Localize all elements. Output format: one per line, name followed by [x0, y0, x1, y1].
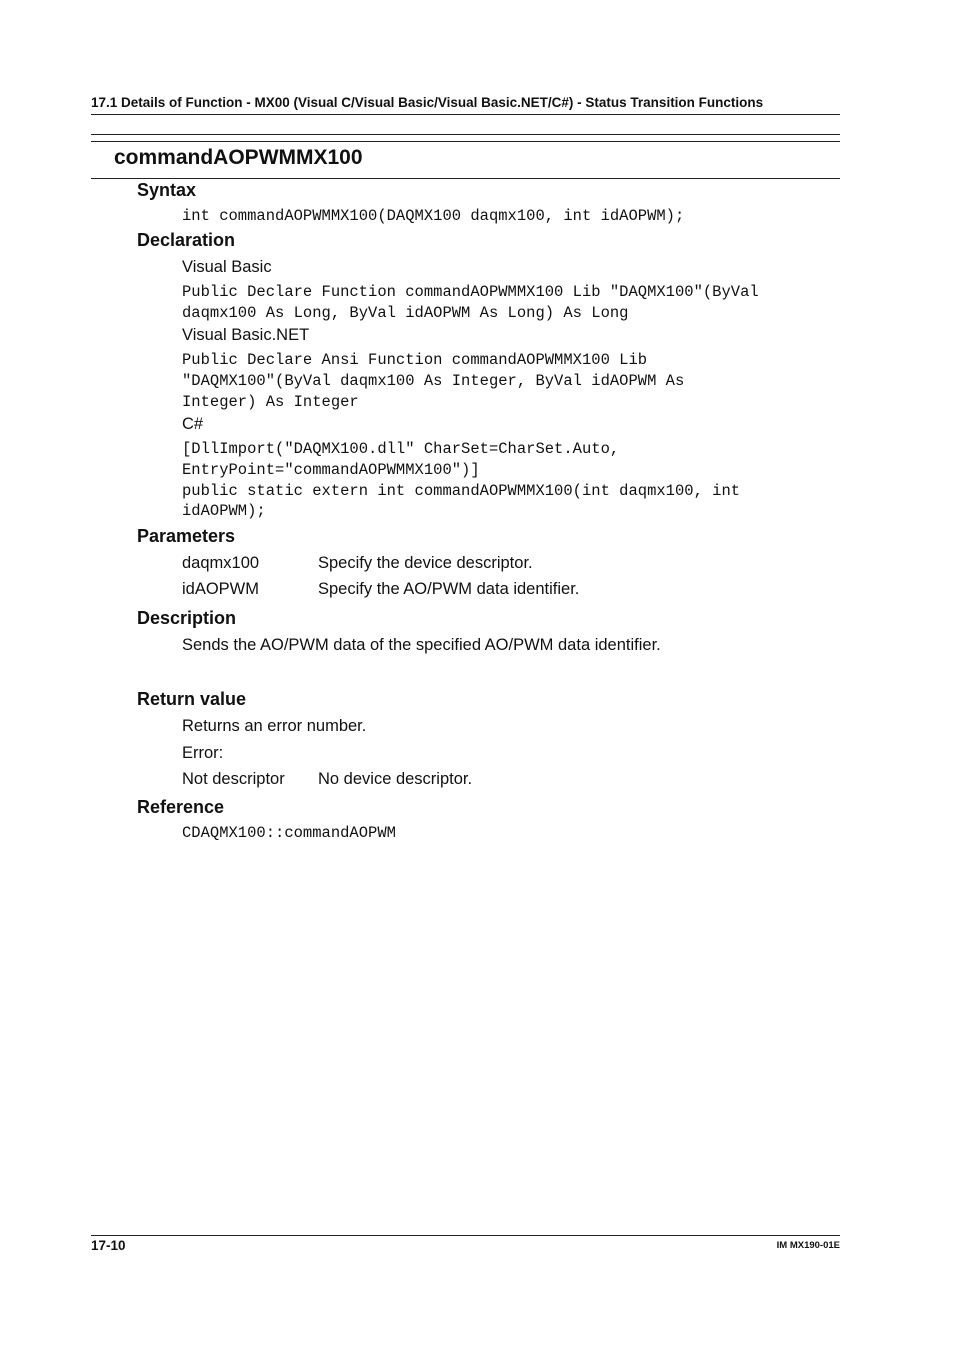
return-value-text: Returns an error number. — [182, 717, 367, 735]
title-top-rule-inner — [91, 141, 840, 142]
description-heading: Description — [137, 608, 237, 628]
declaration-heading: Declaration — [137, 230, 236, 250]
parameters-heading: Parameters — [137, 526, 236, 546]
running-header: 17.1 Details of Function - MX00 (Visual C/Visual Basic/Visual Basic.NET/C#) - Status Transition Functions — [91, 95, 764, 110]
title-bottom-rule — [91, 178, 840, 179]
syntax-code: int commandAOPWMMX100(DAQMX100 daqmx100, int idAOPWM); — [182, 207, 685, 225]
vbnet-label: Visual Basic.NET — [182, 326, 310, 344]
param-desc-idaopwm: Specify the AO/PWM data identifier. — [318, 580, 580, 598]
cs-code-line-2: EntryPoint="commandAOPWMMX100")] — [182, 461, 480, 479]
param-name-idaopwm: idAOPWM — [182, 580, 260, 598]
document-id: IM MX190-01E — [776, 1240, 840, 1251]
error-label: Error: — [182, 744, 224, 762]
reference-code: CDAQMX100::commandAOPWM — [182, 824, 396, 842]
page-number: 17-10 — [91, 1238, 126, 1253]
cs-code-line-1: [DllImport("DAQMX100.dll" CharSet=CharSet.Auto, — [182, 440, 620, 458]
vb-code-line-1: Public Declare Function commandAOPWMMX100 Lib "DAQMX100"(ByVal — [182, 283, 759, 301]
param-desc-daqmx100: Specify the device descriptor. — [318, 554, 533, 572]
param-name-daqmx100: daqmx100 — [182, 554, 260, 572]
vb-label: Visual Basic — [182, 258, 272, 276]
error-desc: No device descriptor. — [318, 770, 473, 788]
description-text: Sends the AO/PWM data of the specified AO/PWM data identifier. — [182, 636, 661, 654]
cs-code-line-3: public static extern int commandAOPWMMX100(int daqmx100, int — [182, 482, 741, 500]
cs-label: C# — [182, 415, 204, 433]
cs-code-line-4: idAOPWM); — [182, 502, 266, 520]
footer-rule — [91, 1235, 840, 1236]
vbnet-code-line-1: Public Declare Ansi Function commandAOPWMMX100 Lib — [182, 351, 648, 369]
title-top-rule — [91, 134, 840, 135]
syntax-heading: Syntax — [137, 180, 197, 200]
function-title: commandAOPWMMX100 — [114, 146, 363, 169]
error-name: Not descriptor — [182, 770, 285, 788]
return-value-heading: Return value — [137, 689, 247, 709]
vb-code-line-2: daqmx100 As Long, ByVal idAOPWM As Long) As Long — [182, 304, 629, 322]
vbnet-code-line-2: "DAQMX100"(ByVal daqmx100 As Integer, ByVal idAOPWM As — [182, 372, 685, 390]
vbnet-code-line-3: Integer) As Integer — [182, 393, 359, 411]
header-rule — [91, 114, 840, 115]
reference-heading: Reference — [137, 797, 225, 817]
